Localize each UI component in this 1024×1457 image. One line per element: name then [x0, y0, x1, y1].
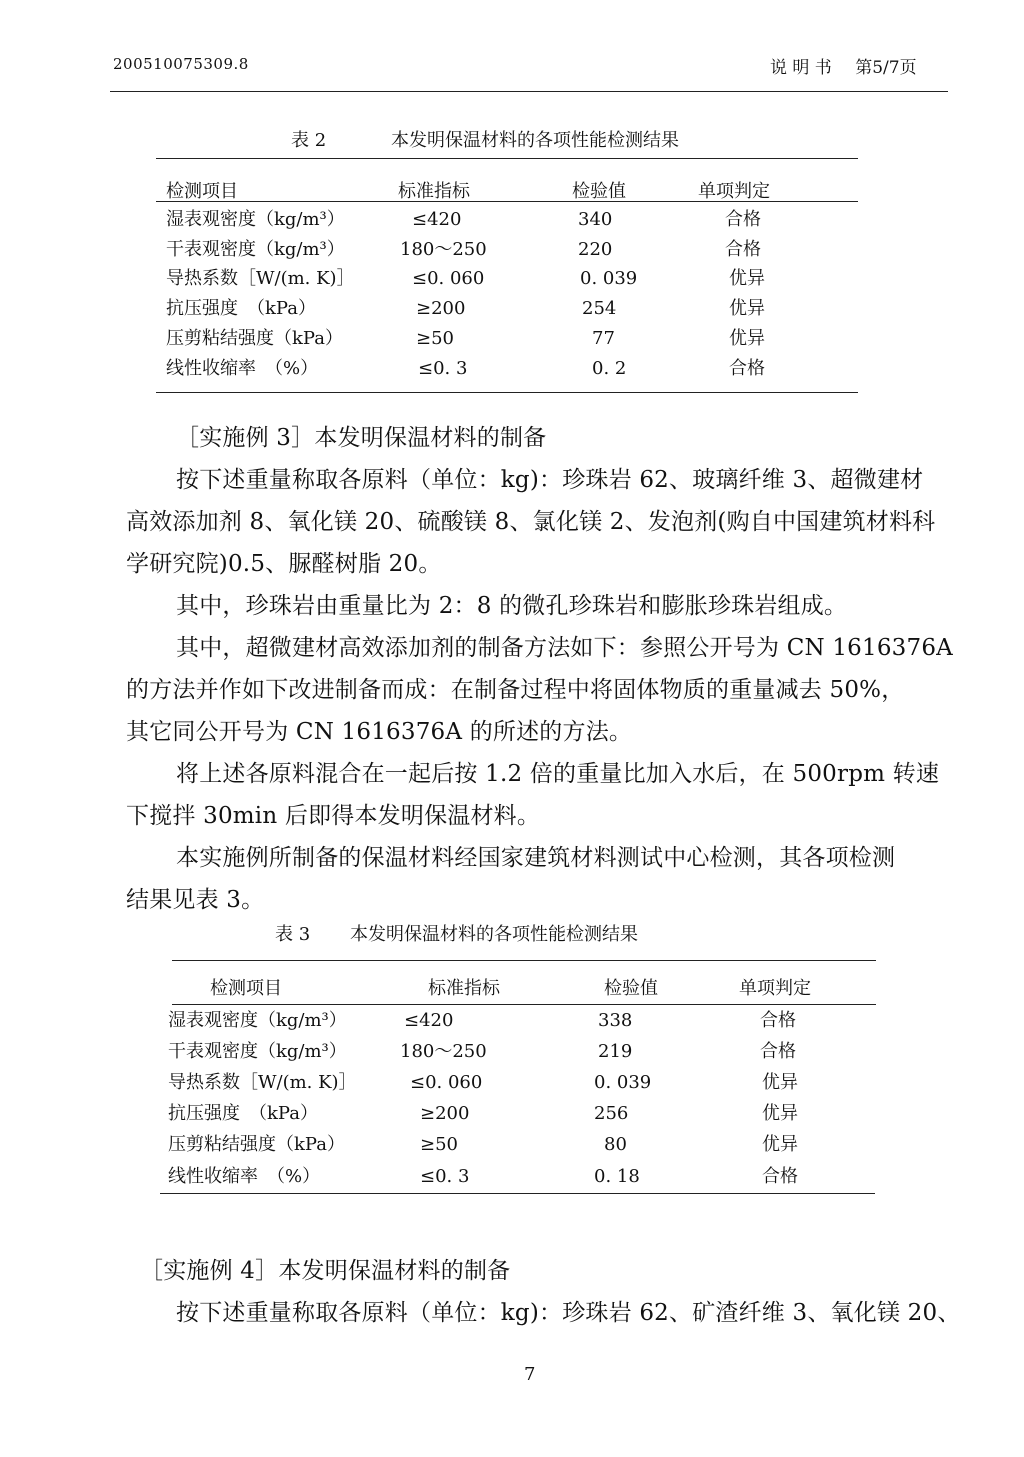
table3-header-judgement: 单项判定 — [739, 978, 811, 999]
table2-top-rule — [156, 158, 858, 159]
paragraph-line: 结果见表 3。 — [126, 887, 265, 913]
paragraph-line: 本实施例所制备的保温材料经国家建筑材料测试中心检测，其各项检测 — [176, 845, 896, 871]
table2-title: 本发明保温材料的各项性能检测结果 — [391, 130, 679, 151]
table2-row5-value: 77 — [592, 328, 615, 349]
table2-row6-item: 线性收缩率 （%） — [166, 358, 319, 379]
table2-row6-value: 0. 2 — [592, 358, 627, 379]
table3-row3-judgement: 优异 — [762, 1072, 798, 1093]
paragraph-line: 下搅拌 30min 后即得本发明保温材料。 — [126, 803, 541, 829]
table3-row1-judgement: 合格 — [760, 1010, 796, 1031]
table3-row1-item: 湿表观密度（kg/m³） — [168, 1010, 347, 1031]
paragraph-line: 按下述重量称取各原料（单位：kg)：珍珠岩 62、矿渣纤维 3、氧化镁 20、 — [176, 1300, 961, 1326]
table3-row6-standard: ≤0. 3 — [420, 1166, 470, 1187]
table3-label: 表 3 — [275, 924, 311, 945]
table2-header-item: 检测项目 — [166, 181, 238, 202]
table3-row5-standard: ≥50 — [420, 1134, 458, 1155]
table2-row6-standard: ≤0. 3 — [418, 358, 468, 379]
table2-row4-judgement: 优异 — [729, 298, 765, 319]
section-label: 说 明 书 — [770, 58, 832, 78]
table3-row4-standard: ≥200 — [420, 1103, 470, 1124]
page-header-right — [770, 53, 917, 78]
table3-row4-value: 256 — [594, 1103, 629, 1124]
table3-row5-item: 压剪粘结强度（kPa） — [168, 1134, 345, 1155]
table2-row2-item: 干表观密度（kg/m³） — [166, 239, 345, 260]
table2-row5-judgement: 优异 — [729, 328, 765, 349]
table3-row6-value: 0. 18 — [594, 1166, 640, 1187]
header-divider — [110, 91, 948, 92]
table2-row3-standard: ≤0. 060 — [412, 268, 485, 289]
paragraph-line: 学研究院)0.5、脲醛树脂 20。 — [126, 551, 442, 577]
table3-header-rule — [172, 1004, 876, 1005]
table2-row3-judgement: 优异 — [729, 268, 765, 289]
paragraph-line: 高效添加剂 8、氧化镁 20、硫酸镁 8、氯化镁 2、发泡剂(购自中国建筑材料科 — [126, 509, 936, 535]
table3-row6-judgement: 合格 — [762, 1166, 798, 1187]
table2-row4-item: 抗压强度 （kPa） — [166, 298, 316, 319]
table2-row6-judgement: 合格 — [729, 358, 765, 379]
document-number: 200510075309.8 — [113, 55, 249, 73]
table3-top-rule — [172, 960, 876, 961]
table3-row5-value: 80 — [604, 1134, 627, 1155]
table3-header-item: 检测项目 — [210, 978, 282, 999]
paragraph-line: 将上述各原料混合在一起后按 1.2 倍的重量比加入水后，在 500rpm 转速 — [176, 761, 940, 787]
table2-header-value: 检验值 — [572, 181, 626, 202]
table2-row3-item: 导热系数［W/(m. K)］ — [166, 268, 355, 289]
paragraph-line: 其中，超微建材高效添加剂的制备方法如下：参照公开号为 CN 1616376A — [176, 635, 953, 661]
table3-row2-value: 219 — [598, 1041, 633, 1062]
table2-row2-judgement: 合格 — [725, 239, 761, 260]
example4-heading: ［实施例 4］本发明保温材料的制备 — [140, 1258, 511, 1284]
paragraph-line: 的方法并作如下改进制备而成：在制备过程中将固体物质的重量减去 50%， — [126, 677, 905, 703]
table3-row1-value: 338 — [598, 1010, 633, 1031]
table3-header-standard: 标准指标 — [428, 978, 500, 999]
table3-row2-item: 干表观密度（kg/m³） — [168, 1041, 347, 1062]
table3-row3-standard: ≤0. 060 — [410, 1072, 483, 1093]
table3-bottom-rule — [160, 1193, 875, 1194]
paragraph-line: 其中，珍珠岩由重量比为 2：8 的微孔珍珠岩和膨胀珍珠岩组成。 — [176, 593, 848, 619]
table3-row6-item: 线性收缩率 （%） — [168, 1166, 321, 1187]
table3-row1-standard: ≤420 — [404, 1010, 454, 1031]
table2-row5-standard: ≥50 — [416, 328, 454, 349]
table2-row3-value: 0. 039 — [580, 268, 638, 289]
paragraph-line: 其它同公开号为 CN 1616376A 的所述的方法。 — [126, 719, 633, 745]
table2-header-standard: 标准指标 — [398, 181, 470, 202]
table3-title: 本发明保温材料的各项性能检测结果 — [350, 924, 638, 945]
table2-row2-value: 220 — [578, 239, 613, 260]
page-number: 7 — [524, 1364, 536, 1385]
table2-row4-standard: ≥200 — [416, 298, 466, 319]
table2-label: 表 2 — [291, 130, 327, 151]
table3-row2-standard: 180～250 — [400, 1041, 487, 1062]
table3-header-value: 检验值 — [604, 978, 658, 999]
table3-row5-judgement: 优异 — [762, 1134, 798, 1155]
example3-heading: ［实施例 3］本发明保温材料的制备 — [176, 425, 547, 451]
table3-row4-judgement: 优异 — [762, 1103, 798, 1124]
table2-bottom-rule — [156, 392, 858, 393]
paragraph-line: 按下述重量称取各原料（单位：kg)：珍珠岩 62、玻璃纤维 3、超微建材 — [176, 467, 924, 493]
table2-row1-value: 340 — [578, 209, 613, 230]
table2-row1-item: 湿表观密度（kg/m³） — [166, 209, 345, 230]
table2-row1-standard: ≤420 — [412, 209, 462, 230]
table2-header-judgement: 单项判定 — [698, 181, 770, 202]
table3-row4-item: 抗压强度 （kPa） — [168, 1103, 318, 1124]
table2-header-rule — [156, 201, 858, 202]
table2-row1-judgement: 合格 — [725, 209, 761, 230]
table3-row2-judgement: 合格 — [760, 1041, 796, 1062]
table3-row3-value: 0. 039 — [594, 1072, 652, 1093]
table2-row2-standard: 180～250 — [400, 239, 487, 260]
page-indicator: 第5/7页 — [855, 58, 917, 78]
table3-row3-item: 导热系数［W/(m. K)］ — [168, 1072, 357, 1093]
table2-row5-item: 压剪粘结强度（kPa） — [166, 328, 343, 349]
table2-row4-value: 254 — [582, 298, 617, 319]
